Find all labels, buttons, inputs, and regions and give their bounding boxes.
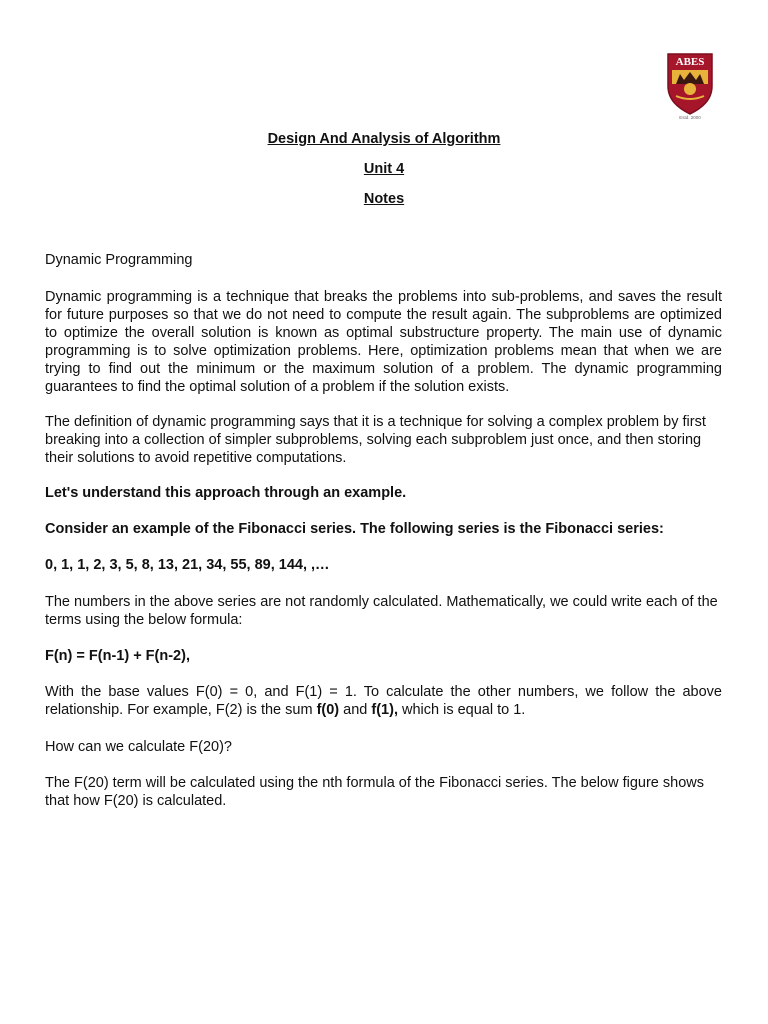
paragraph-intro: Dynamic programming is a technique that breaks the problems into sub-problems, and saves the result for future purposes so that we do not need to compute the result again. The subproblems are optimized to optimize the overall solution is known as optimal substructure property. The main use of dynamic programming is to solve optimization problems. Here, optimization problems mean that when we are trying to find out the minimum or the maximum solution of a problem. The dynamic programming guarantees to find the optimal solution of a problem if the solution exists. xyxy=(45,289,722,395)
unit-label: Unit 4 xyxy=(363,161,405,177)
paragraph-base-values xyxy=(45,683,722,719)
logo-text: ABES xyxy=(675,56,705,68)
paragraph-definition: The definition of dynamic programming says that it is a technique for solving a complex problem by first breaking into a collection of simpler subproblems, solving each subproblem just once, and then storing their solutions to avoid repetitive computations. xyxy=(45,414,706,466)
base-values-text: With the base values F(0) = 0, and F(1) = 1. To calculate the other numbers, we follow the above relationship. For example, F(2) is the sum xyxy=(45,684,722,718)
paragraph-formula-intro: The numbers in the above series are not randomly calculated. Mathematically, we could write each of the terms using the below formula: xyxy=(45,594,718,628)
f1-term: f(1), xyxy=(371,702,398,718)
section-title: Dynamic Programming xyxy=(45,252,193,268)
paragraph-fibonacci: Consider an example of the Fibonacci series. The following series is the Fibonacci series: xyxy=(45,521,664,537)
fibonacci-series: 0, 1, 1, 2, 3, 5, 8, 13, 21, 34, 55, 89, 144, ,… xyxy=(45,557,330,573)
and-text: and xyxy=(339,702,372,718)
paragraph-example-intro: Let's understand this approach through an example. xyxy=(45,485,407,501)
f0-term: f(0) xyxy=(316,702,340,718)
course-title: Design And Analysis of Algorithm xyxy=(267,131,501,147)
paragraph-f20: The F(20) term will be calculated using the nth formula of the Fibonacci series. The below figure shows that how F(20) is calculated. xyxy=(45,775,704,809)
fibonacci-formula: F(n) = F(n-1) + F(n-2), xyxy=(45,648,190,664)
logo-est: Estd. 2000 xyxy=(679,115,701,120)
equal-text: which is equal to 1. xyxy=(397,702,526,718)
notes-label: Notes xyxy=(363,191,405,207)
abes-logo xyxy=(664,50,716,120)
question-f20: How can we calculate F(20)? xyxy=(45,739,232,755)
